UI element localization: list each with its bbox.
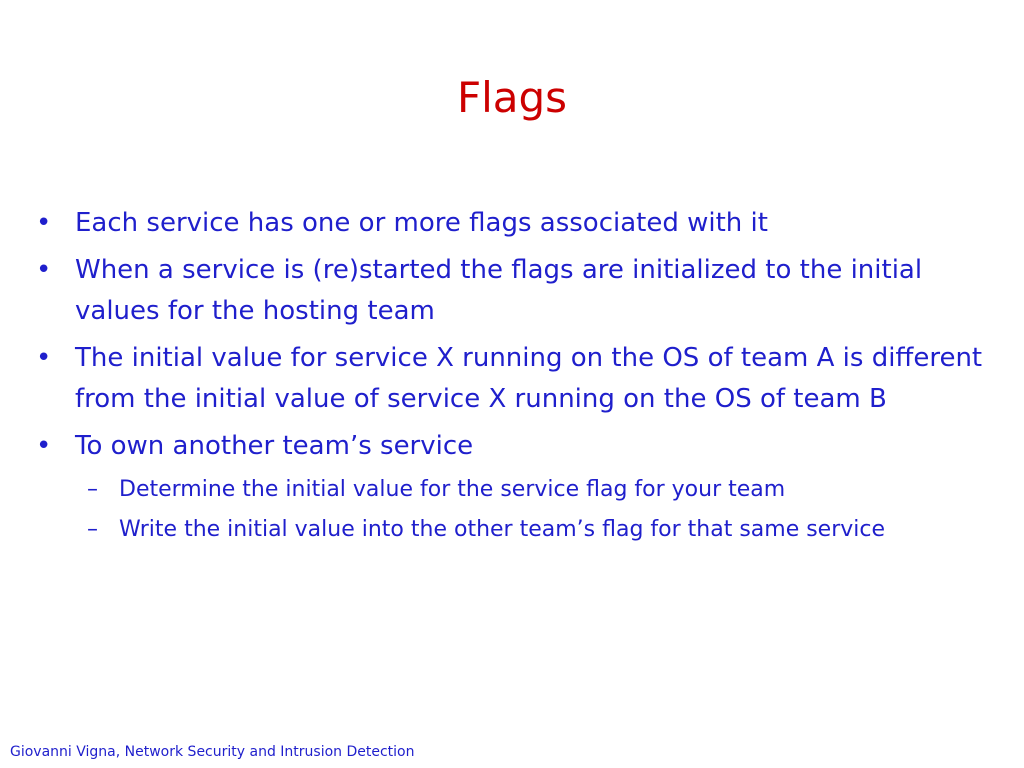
sub-bullet-text: Determine the initial value for the service flag for your team	[119, 477, 786, 502]
bullet-marker: •	[36, 343, 52, 373]
bullet-marker: •	[36, 208, 52, 238]
bullet-text: Each service has one or more flags associated with it	[75, 208, 768, 238]
bullet-marker: •	[36, 255, 52, 285]
sub-bullet-item	[36, 513, 1001, 547]
bullet-list	[36, 203, 1001, 553]
bullet-item	[36, 426, 1001, 467]
bullet-marker: •	[36, 431, 52, 461]
sub-bullet-item	[36, 473, 1001, 507]
bullet-item	[36, 338, 1001, 420]
sub-bullet-text: Write the initial value into the other team’s flag for that same service	[119, 517, 886, 542]
sub-bullet-marker: –	[87, 517, 98, 542]
bullet-item	[36, 250, 1001, 332]
sub-bullet-marker: –	[87, 477, 98, 502]
slide-footer: Giovanni Vigna, Network Security and Intrusion Detection	[10, 744, 415, 760]
bullet-text: The initial value for service X running on the OS of team A is different from the initial value of service X running on the OS of team B	[75, 343, 983, 414]
bullet-text: When a service is (re)started the flags are initialized to the initial values for the hosting team	[75, 255, 923, 326]
slide-title: Flags	[456, 73, 568, 122]
bullet-item	[36, 203, 1001, 244]
bullet-text: To own another team’s service	[75, 431, 474, 461]
